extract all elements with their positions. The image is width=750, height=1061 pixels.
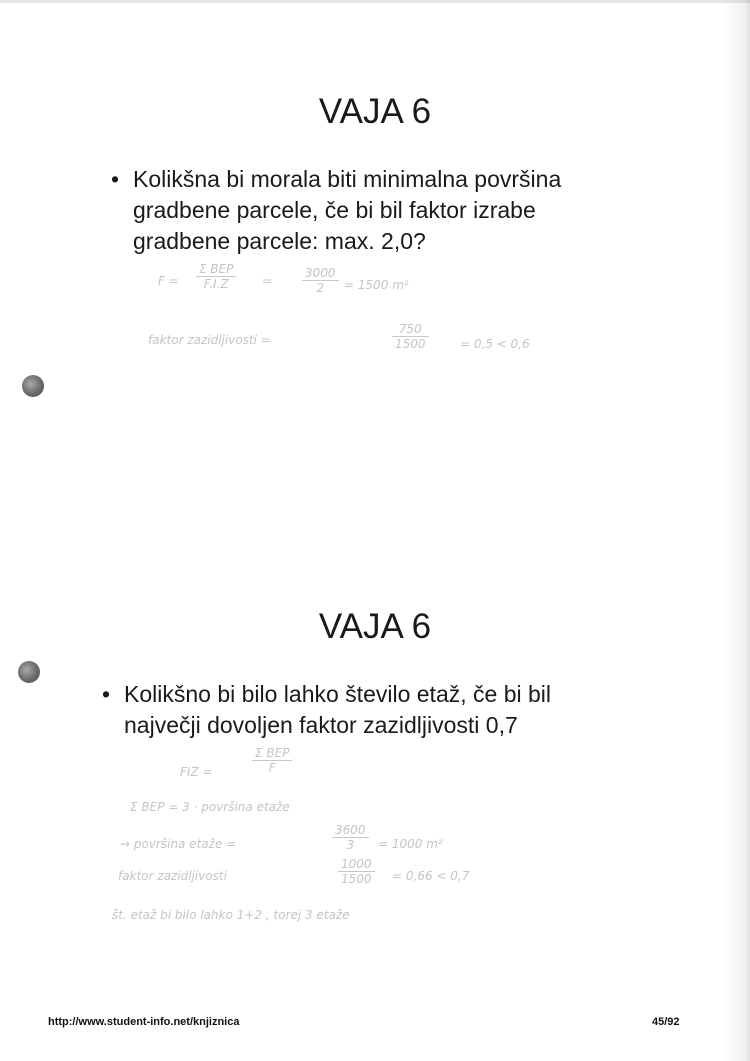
- slide1-note-label: faktor zazidljivosti =: [148, 333, 271, 347]
- scan-top-edge: [0, 0, 750, 3]
- slide1-note-fraction: [392, 322, 429, 351]
- punch-hole-icon: [18, 661, 40, 683]
- slide2-note-label: faktor zazidljivosti: [118, 869, 227, 883]
- fraction-numerator: Σ BEP: [252, 746, 292, 761]
- slide2-note-conclusion: št. etaž bi bilo lahko 1+2 , torej 3 etaže: [112, 908, 350, 922]
- slide2-note-bep: Σ BEP = 3 · površina etaže: [130, 800, 290, 814]
- scan-right-edge-shadow: [720, 0, 750, 1061]
- fraction-denominator: 2: [316, 281, 325, 295]
- slide2-note-fraction: [332, 823, 369, 852]
- fraction-denominator: F: [268, 761, 276, 775]
- footer-page-number: 45/92: [652, 1016, 680, 1028]
- fraction-numerator: 750: [392, 322, 429, 337]
- slide2-note-fraction: [252, 746, 292, 775]
- slide1-note-equals: =: [262, 274, 273, 288]
- slide2-note-result: = 0,66 < 0,7: [392, 869, 470, 883]
- slide1-question-line: Kolikšna bi morala biti minimalna površina: [133, 166, 562, 192]
- slide1-question-line: gradbene parcele, če bi bil faktor izrabe: [133, 197, 536, 223]
- footer-url: http://www.student-info.net/knjiznica: [48, 1016, 240, 1028]
- fraction-denominator: 1500: [341, 872, 372, 886]
- slide2-note-result: = 1000 m²: [378, 837, 443, 851]
- fraction-denominator: 3: [346, 838, 355, 852]
- bullet-icon: •: [111, 166, 120, 192]
- fraction-numerator: Σ BEP: [196, 262, 236, 277]
- bullet-icon: •: [102, 681, 111, 707]
- slide1-note-result: = 1500 m²: [344, 278, 409, 292]
- slide1-note-fraction: [302, 266, 339, 295]
- slide1-question-line: gradbene parcele: max. 2,0?: [133, 228, 426, 254]
- slide1-note-f: F =: [158, 274, 179, 288]
- slide1-title: VAJA 6: [318, 92, 432, 131]
- fraction-numerator: 1000: [338, 857, 375, 872]
- slide2-question-line: največji dovoljen faktor zazidljivosti 0,7: [124, 712, 518, 738]
- punch-hole-icon: [22, 375, 44, 397]
- fraction-denominator: 1500: [395, 337, 426, 351]
- slide2-note-fraction: [338, 857, 375, 886]
- slide1-note-fraction: [196, 262, 236, 291]
- slide2-title: VAJA 6: [318, 607, 432, 646]
- slide2-note-label: → površina etaže =: [120, 837, 237, 851]
- slide1-question: [111, 164, 562, 257]
- fraction-numerator: 3000: [302, 266, 339, 281]
- fraction-denominator: F.I.Z: [203, 277, 229, 291]
- slide1-note-result: = 0,5 < 0,6: [460, 337, 530, 351]
- slide2-question: [102, 679, 552, 741]
- slide2-note-fiz: FIZ =: [180, 765, 213, 779]
- slide2-question-line: Kolikšno bi bilo lahko število etaž, če bi bil: [124, 681, 552, 707]
- fraction-numerator: 3600: [332, 823, 369, 838]
